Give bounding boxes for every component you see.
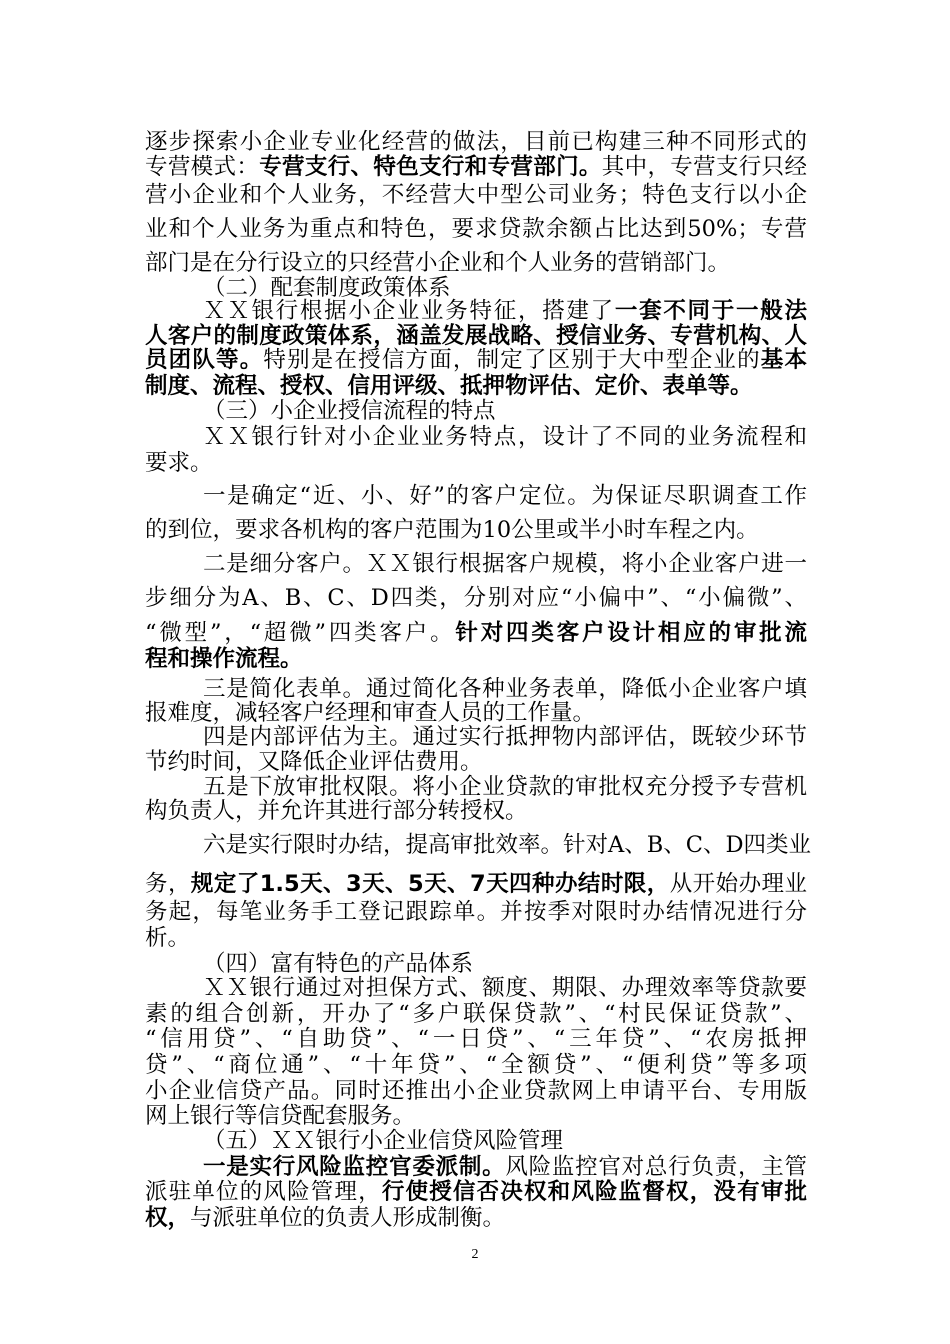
- text-segment: 一是确定“近、小、好”的客户定位。为保证尽职调查工作: [203, 483, 807, 509]
- text-segment: “信用贷”、“自助贷”、“一日贷”、“三年贷”、“农房抵押: [145, 1026, 807, 1052]
- text-segment: ＸＸ银行根据小企业业务特征，搭建了: [203, 298, 615, 324]
- text-segment: 风险监控官对总行负责，主管: [505, 1154, 807, 1180]
- text-line: [145, 516, 807, 544]
- text-line: [145, 619, 807, 647]
- text-line: [145, 870, 807, 898]
- bold-text-segment: 权，: [145, 1205, 191, 1231]
- text-segment: 小企业信贷产品。同时还推出小企业贷款网上申请平台、专用版: [145, 1078, 807, 1104]
- text-line: [145, 748, 807, 776]
- text-segment: 贷”、“商位通”、“十年贷”、“全额贷”、“便利贷”等多项: [145, 1052, 807, 1078]
- text-segment: 五是下放审批权限。将小企业贷款的审批权充分授予专营机: [203, 774, 807, 800]
- text-segment: 报难度，减轻客户经理和审查人员的工作量。: [145, 700, 596, 726]
- text-line: [145, 372, 807, 400]
- text-line: [203, 723, 807, 751]
- text-line: [203, 550, 807, 578]
- bold-text-segment: 制度、流程、授权、信用评级、抵押物评估、定价、表单等。: [145, 373, 753, 399]
- text-segment: ＸＸ银行通过对担保方式、额度、期限、办理效率等贷款要: [203, 975, 807, 1001]
- text-line: [145, 181, 807, 209]
- text-line: [203, 1153, 807, 1181]
- text-line: [203, 974, 807, 1002]
- text-line: [145, 1178, 807, 1206]
- text-segment: 素的组合创新，开办了“多户联保贷款”、“村民保证贷款”、: [145, 1001, 807, 1027]
- text-segment: 务起，每笔业务手工登记跟踪单。并按季对限时办结情况进行分: [145, 899, 807, 925]
- text-segment: （二）配套制度政策体系: [203, 275, 451, 301]
- bold-text-segment: 一套不同于一般法: [614, 298, 807, 324]
- text-segment: 构负责人，并允许其进行部分转授权。: [145, 798, 528, 824]
- text-line: [145, 1000, 807, 1028]
- text-line: [145, 797, 807, 825]
- text-segment: 四是内部评估为主。通过实行抵押物内部评估，既较少环节: [203, 724, 807, 750]
- text-line: [145, 153, 807, 181]
- text-segment: 务，: [145, 871, 191, 897]
- text-segment: 的到位，要求各机构的客户范围为10公里或半小时车程之内。: [145, 517, 759, 543]
- text-line: [203, 423, 807, 451]
- bold-text-segment: 基本: [760, 347, 807, 373]
- text-line: [145, 924, 807, 952]
- text-segment: 其中，专营支行只经: [601, 154, 807, 180]
- text-segment: 业和个人业务为重点和特色，要求贷款余额占比达到50%；专营: [145, 216, 807, 242]
- text-line: [145, 449, 807, 477]
- text-line: [145, 1204, 807, 1232]
- text-line: [145, 645, 807, 673]
- text-segment: 六是实行限时办结，提高审批效率。针对A、B、C、D四类业: [203, 832, 812, 858]
- text-line: [203, 482, 807, 510]
- text-line: [145, 249, 807, 277]
- bold-text-segment: 程和操作流程。: [145, 646, 303, 672]
- text-segment: 析。: [145, 925, 191, 951]
- text-segment: 专营模式：: [145, 154, 260, 180]
- bold-text-segment: 针对四类客户设计相应的审批流: [455, 620, 807, 646]
- text-segment: 要求。: [145, 450, 213, 476]
- text-segment: 二是细分客户。ＸＸ银行根据客户规模，将小企业客户进一: [203, 551, 807, 577]
- text-line: [145, 1051, 807, 1079]
- text-segment: 从开始办理业: [669, 871, 807, 897]
- text-segment: 三是简化表单。通过简化各种业务表单，降低小企业客户填: [203, 676, 807, 702]
- bold-text-segment: 专营支行、特色支行和专营部门。: [259, 154, 602, 180]
- text-segment: ＸＸ银行针对小企业业务特点，设计了不同的业务流程和: [203, 424, 807, 450]
- text-segment: （四）富有特色的产品体系: [203, 951, 474, 977]
- text-segment: 营小企业和个人业务，不经营大中型公司业务；特色支行以小企: [145, 182, 807, 208]
- page-number: 2: [471, 1247, 479, 1262]
- bold-text-segment: 员团队等。: [145, 347, 264, 373]
- text-line: [145, 584, 807, 612]
- text-segment: 步细分为A、B、C、D四类，分别对应“小偏中”、“小偏微”、: [145, 585, 807, 611]
- text-line: [203, 1127, 807, 1155]
- text-line: [145, 128, 807, 156]
- text-segment: “微型”，“超微”四类客户。: [145, 620, 456, 646]
- bold-text-segment: 人客户的制度政策体系，涵盖发展战略、授信业务、专营机构、人: [145, 323, 807, 349]
- text-line: [203, 297, 807, 325]
- text-segment: 逐步探索小企业专业化经营的做法，目前已构建三种不同形式的: [145, 129, 807, 155]
- text-line: [145, 1025, 807, 1053]
- text-segment: 节约时间，又降低企业评估费用。: [145, 749, 483, 775]
- text-segment: （三）小企业授信流程的特点: [203, 398, 496, 424]
- text-line: [145, 215, 807, 243]
- text-segment: 特别是在授信方面，制定了区别于大中型企业的: [263, 347, 761, 373]
- text-line: [203, 397, 807, 425]
- bold-text-segment: 一是实行风险监控官委派制。: [203, 1154, 506, 1180]
- bold-text-segment: 规定了1.5天、3天、5天、7天四种办结时限，: [190, 871, 670, 897]
- text-line: [145, 898, 807, 926]
- text-line: [145, 346, 807, 374]
- text-segment: 派驻单位的风险管理，: [145, 1179, 382, 1205]
- text-segment: 部门是在分行设立的只经营小企业和个人业务的营销部门。: [145, 250, 731, 276]
- text-segment: 与派驻单位的负责人形成制衡。: [190, 1205, 506, 1231]
- text-line: [203, 831, 812, 859]
- bold-text-segment: 行使授信否决权和风险监督权，没有审批: [381, 1179, 807, 1205]
- text-segment: （五）ＸＸ银行小企业信贷风险管理: [203, 1128, 564, 1154]
- text-line: [145, 1077, 807, 1105]
- text-line: [145, 1102, 807, 1130]
- text-segment: 网上银行等信贷配套服务。: [145, 1103, 416, 1129]
